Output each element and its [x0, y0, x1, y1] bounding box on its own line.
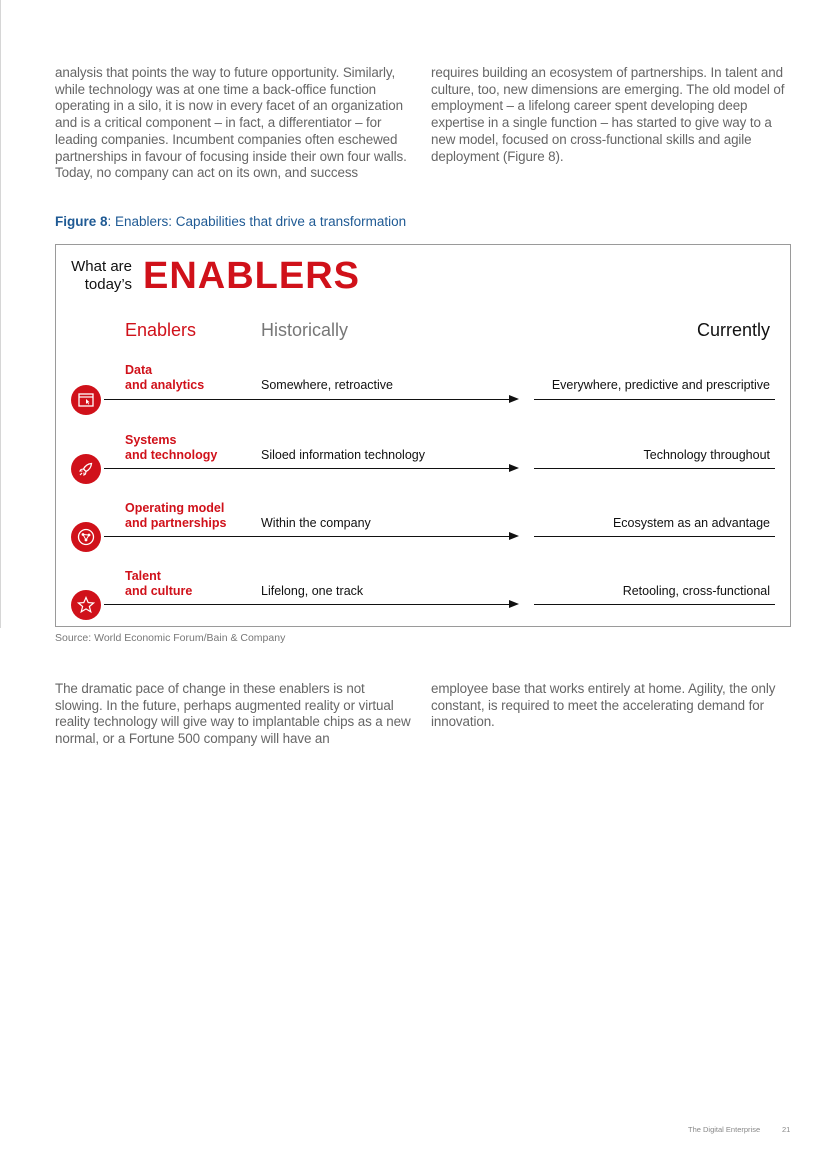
enablers-title: ENABLERS — [143, 255, 361, 297]
historic-arrow-line — [104, 399, 514, 400]
paragraph-bottom-left: The dramatic pace of change in these enablers is not slowing. In the future, perhaps augmented reality or virtual reality technology will give way to implantable chips as a new normal, or a Fortune 500 company will have an — [55, 681, 411, 747]
row-historically: Lifelong, one track — [261, 584, 364, 598]
row-label-line1: Operating model — [125, 501, 225, 515]
current-line — [534, 399, 775, 400]
historic-arrow-line — [104, 468, 514, 469]
row-label-line2: and partnerships — [125, 516, 227, 530]
enabler-row-talent — [56, 567, 790, 627]
row-historically: Within the company — [261, 516, 371, 530]
historic-arrow-line — [104, 536, 514, 537]
row-currently: Technology throughout — [643, 448, 770, 462]
historic-arrow-line — [104, 604, 514, 605]
figure-source: Source: World Economic Forum/Bain & Company — [55, 632, 286, 644]
current-line — [534, 604, 775, 605]
row-label — [125, 569, 192, 599]
row-label — [125, 501, 226, 531]
row-label-line1: Talent — [125, 569, 161, 583]
figure-box — [55, 244, 791, 627]
row-label-line2: and technology — [125, 448, 218, 462]
row-historically: Siloed information technology — [261, 448, 425, 462]
globe-network-icon — [71, 522, 101, 552]
row-label-line1: Data — [125, 363, 153, 377]
arrow-head — [509, 395, 519, 403]
page-edge-line — [0, 0, 1, 628]
row-historically: Somewhere, retroactive — [261, 378, 394, 392]
row-label-line2: and culture — [125, 584, 193, 598]
current-line — [534, 536, 775, 537]
row-label — [125, 363, 204, 393]
rocket-icon — [71, 454, 101, 484]
page-number: 21 — [782, 1125, 791, 1134]
row-label-line2: and analytics — [125, 378, 205, 392]
browser-icon — [71, 385, 101, 415]
what-are-line1: What are — [71, 258, 132, 275]
enabler-row-systems — [56, 431, 790, 491]
row-currently: Ecosystem as an advantage — [612, 516, 770, 530]
header-historically: Historically — [261, 320, 349, 340]
footer-title: The Digital Enterprise — [688, 1125, 761, 1134]
paragraph-top-left: analysis that points the way to future opportunity. Similarly, while technology was at one time a back-office function operating in a silo, it is now in every facet of an organization and is a critical component – in fact, a differentiator – for leading companies. Incumbent companies often eschewed partnerships in favour of focusing inside their own four walls. Today, no company can act on its own, and success — [55, 65, 407, 181]
current-line — [534, 468, 775, 469]
enabler-row-data — [56, 361, 790, 421]
figure-label: Figure 8 — [55, 214, 108, 229]
paragraph-bottom-right: employee base that works entirely at home. Agility, the only constant, is required to meet the accelerating demand for innovation. — [431, 681, 776, 730]
figure-caption — [55, 214, 406, 229]
arrow-head — [509, 532, 519, 540]
figure-caption-text: : Enablers: Capabilities that drive a transformation — [107, 214, 407, 229]
paragraph-top-right: requires building an ecosystem of partnerships. In talent and culture, too, new dimensions are emerging. The old model of employment – a lifelong career spent developing deep expertise in a single function – has started to give way to a new model, focused on cross-functional skills and agile deployment (Figure 8). — [431, 65, 785, 164]
arrow-head — [509, 600, 519, 608]
row-currently: Retooling, cross-functional — [622, 584, 770, 598]
header-currently: Currently — [696, 320, 770, 340]
star-icon — [71, 590, 101, 620]
row-label-line1: Systems — [125, 433, 177, 447]
what-are-line2: today’s — [84, 276, 132, 293]
what-are-heading — [64, 258, 132, 294]
row-currently: Everywhere, predictive and prescriptive — [551, 378, 770, 392]
row-label — [125, 433, 217, 463]
arrow-head — [509, 464, 519, 472]
enabler-row-operating-model — [56, 499, 790, 559]
header-enablers: Enablers — [125, 320, 197, 340]
